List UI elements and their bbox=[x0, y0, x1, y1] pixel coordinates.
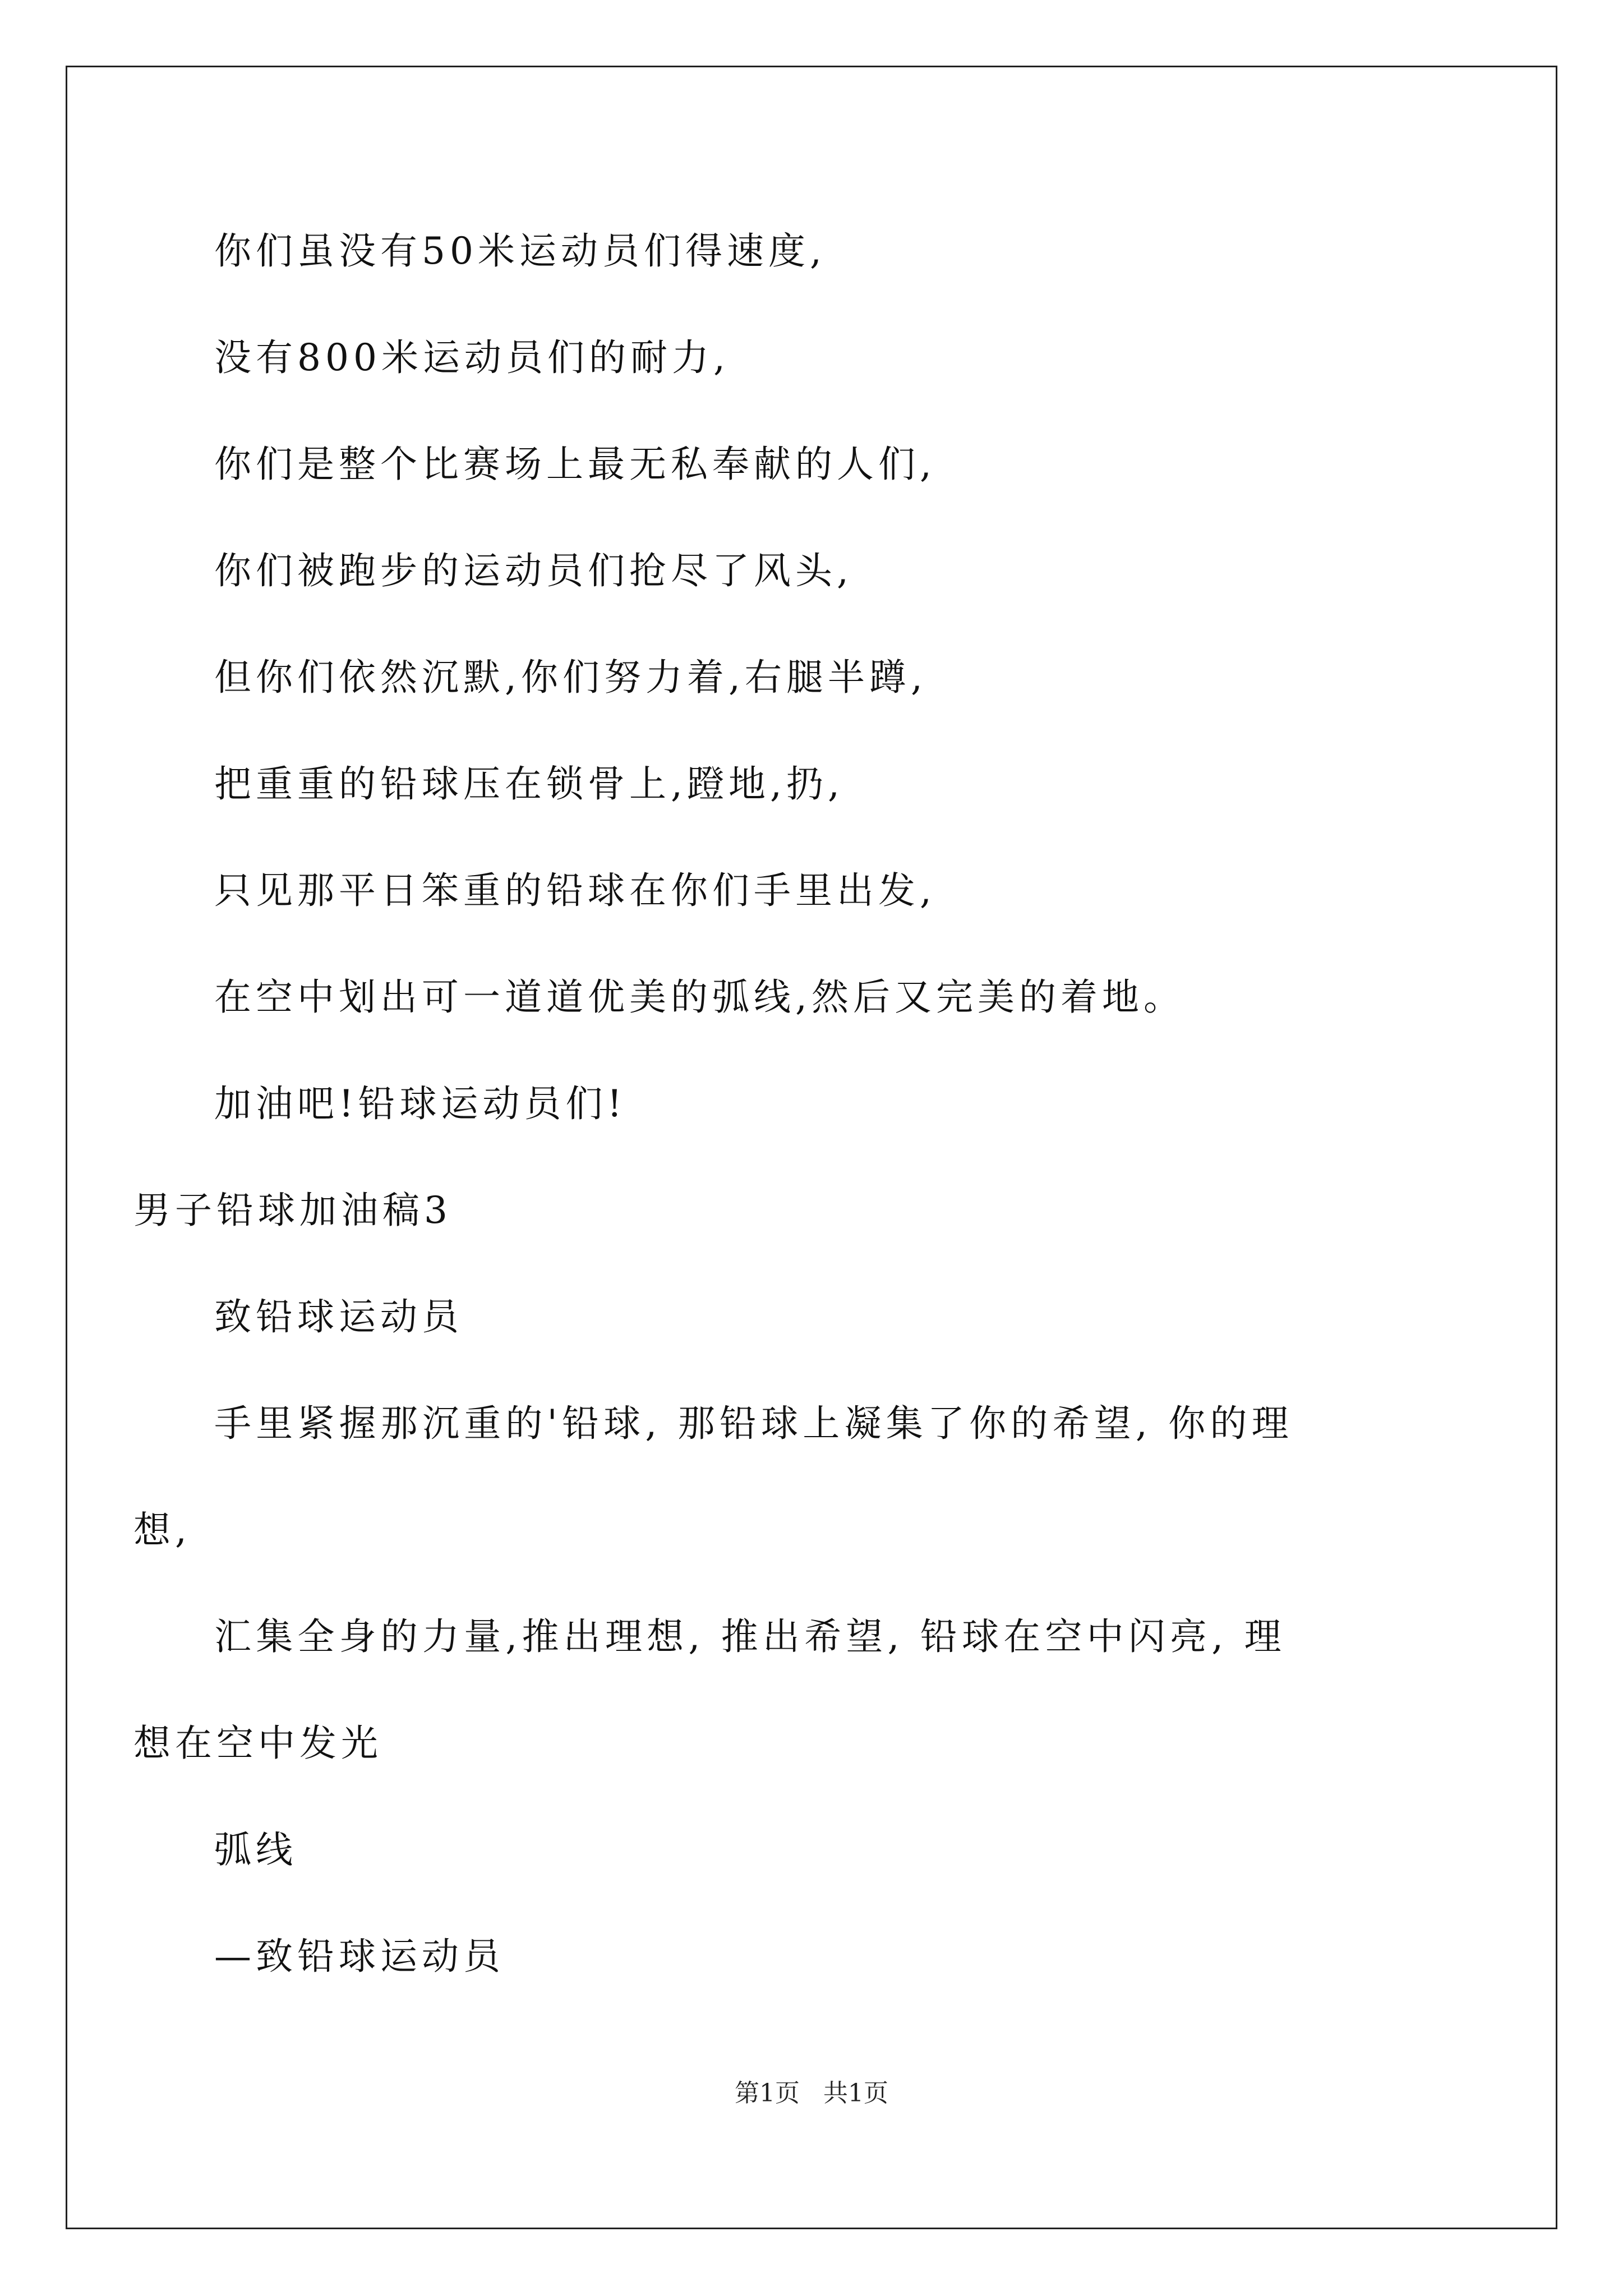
paragraph-6: 把重重的铅球压在锁骨上,蹬地,扔, bbox=[214, 762, 844, 806]
paragraph-1: 你们虽没有50米运动员们得速度, bbox=[214, 229, 826, 273]
poem-dedication: —致铅球运动员 bbox=[214, 1935, 505, 1978]
section-title: 男子铅球加油稿3 bbox=[133, 1189, 452, 1232]
paragraph-8: 在空中划出可一道道优美的弧线,然后又完美的着地。 bbox=[214, 976, 1185, 1019]
long-paragraph-2-line-2: 想在空中发光 bbox=[133, 1722, 382, 1765]
paragraph-2: 没有800米运动员们的耐力, bbox=[214, 336, 730, 379]
subtitle: 致铅球运动员 bbox=[214, 1295, 463, 1338]
paragraph-7: 只见那平日笨重的铅球在你们手里出发, bbox=[214, 869, 936, 912]
long-paragraph-1-line-1: 手里紧握那沉重的'铅球, 那铅球上凝集了你的希望, 你的理 bbox=[214, 1402, 1293, 1445]
page-footer: 第1页 共1页 bbox=[735, 2079, 888, 2108]
long-paragraph-1-line-2: 想, bbox=[133, 1508, 191, 1552]
poem-title: 弧线 bbox=[214, 1828, 297, 1871]
paragraph-3: 你们是整个比赛场上最无私奉献的人们, bbox=[214, 443, 936, 486]
paragraph-5: 但你们依然沉默,你们努力着,右腿半蹲, bbox=[214, 656, 927, 699]
paragraph-9: 加油吧!铅球运动员们! bbox=[214, 1082, 627, 1125]
long-paragraph-2-line-1: 汇集全身的力量,推出理想, 推出希望, 铅球在空中闪亮, 理 bbox=[214, 1615, 1286, 1658]
paragraph-4: 你们被跑步的运动员们抢尽了风头, bbox=[214, 549, 853, 592]
